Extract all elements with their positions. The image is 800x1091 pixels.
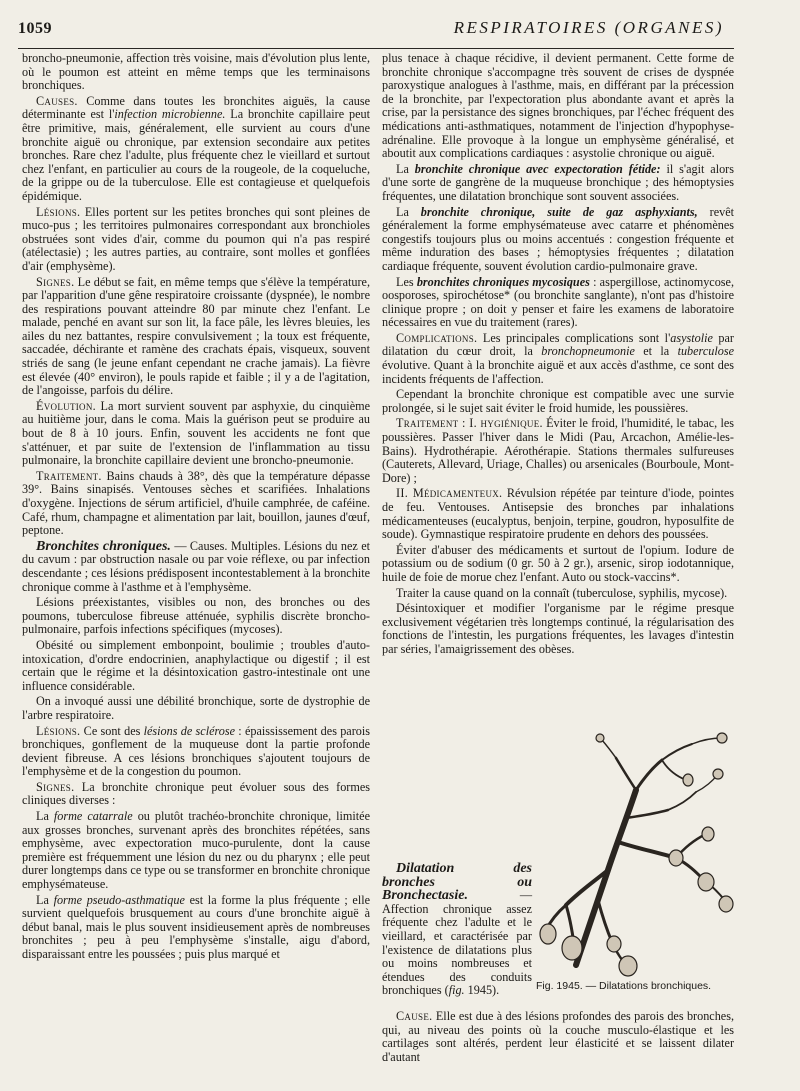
left-column bbox=[22, 52, 370, 964]
paragraph: La bronchite chronique, suite de gaz asphyxiants, revêt généralement la forme emphysémateuse avec catarre et phénomènes congestifs toujours plus ou moins accentués : congestion fréquente et même induration des bases ; hémoptysies fréquentes ; dilatation cardiaque fréquente, souvent évolution cardio-pulmonaire grave. bbox=[382, 204, 735, 273]
paragraph: broncho-pneumonie, affection très voisine, mais d'évolution plus lente, où le poumon est atteint en même temps que les terminaisons bronchiques. bbox=[22, 51, 370, 93]
paragraph: Éviter d'abuser des médicaments et surtout de l'opium. Iodure de potassium ou de sodium (0 gr. 50 à 2 gr.), arsenic, sirop iodotannique, huile de foie de morue chez l'enfant. Auto ou stock-vaccins*. bbox=[382, 542, 734, 584]
section-label: Signes. bbox=[36, 779, 75, 794]
section-label: Cause. bbox=[396, 1009, 433, 1023]
paragraph-traitement: Traitement : I. hygiénique. Éviter le froid, l'humidité, le tabac, les poussières. Passer l'hiver dans le Midi (Pau, Arcachon, Amélie-les-Bains). Hydrothérapie. Aérothérapie. Stations thermales sulfureuses (Cauterets, Allevard, Uriage, Challes) ou arsenicales (Bourboule, Mont-Dore) ; bbox=[382, 416, 735, 485]
running-title: RESPIRATOIRES (ORGANES) bbox=[453, 18, 724, 37]
figure-1945 bbox=[536, 730, 736, 1000]
right-column-bottom bbox=[382, 1010, 734, 1064]
paragraph: Obésité ou simplement embonpoint, boulimie ; troubles d'auto-intoxication, d'ordre endocrinien, anaphylactique ou digestif ; il est certain que le régime et la désintoxication gastro-intestinale ont une influence considérable. bbox=[22, 637, 370, 693]
paragraph: La bronchite chronique avec expectoration fétide: il s'agit alors d'une sorte de gangrène de la muqueuse bronchique ; des hémoptysies fréquentes, une dilatation bronchique sont souvent associées. bbox=[382, 161, 734, 203]
paragraph-evolution: Évolution. La mort survient souvent par asphyxie, du cinquième au huitième jour, dans le coma. Mais la guérison peut se produire au bout de 8 à 10 jours. Enfin, souvent les accidents ne font que s'atténuer, et par suite de l'extension de l'inflammation au tissu pulmonaire, la bronchite capillaire devient une broncho-pneumonie. bbox=[22, 398, 370, 468]
paragraph: La forme pseudo-asthmatique est la forme la plus fréquente ; elle survient quelquefois brusquement au cours d'une bronchite aiguë à début banal, mais le plus souvent insidieusement après de nombreuses bronchites ; peu à peu l'emphysème s'installe, aigu d'abord, disparaissant entre les poussées ; puis plus marqué et bbox=[22, 892, 370, 961]
paragraph: Traiter la cause quand on la connaît (tuberculose, syphilis, mycose). bbox=[396, 585, 728, 600]
paragraph: Désintoxiquer et modifier l'organisme par le régime presque exclusivement végétarien très longtemps continué, la régularisation des fonctions de l'intestin, les purgations fréquentes, les lavages d'intestin par séries, l'amaigrissement des obèses. bbox=[382, 601, 734, 656]
paragraph-signes: Signes. Le début se fait, en même temps que s'élève la température, par l'apparition d'une gêne respiratoire croissante (dyspnée), le nombre des respirations pouvant atteindre 80 par minute chez l'enfant. Le malade, penché en avant sur son lit, la face pâle, les lèvres bleuies, les ailes du nez battantes, respire convulsivement ; la toux est fréquente, saccadée, déchirante et ramène des crachats épais, visqueux, souvent striés de sang (le jeune enfant cependant ne crache jamais). La fièvre est élevée (40° environ), le pouls rapide et faible ; il y a de l'agitation, de l'angoisse, parfois du délire. bbox=[22, 274, 370, 398]
paragraph-cause: Cause. Elle est due à des lésions profondes des parois des bronches, qui, au niveau des points où la couche musculo-élastique et les cartilages sont altérés, perdent leur élasticité et se laissent dilater d'autant bbox=[382, 1009, 734, 1064]
section-label: Lésions. bbox=[36, 723, 81, 738]
paragraph: Les bronchites chroniques mycosiques : aspergillose, actinomycose, oosporoses, spirochétose* (ou bronchite sanglante), n'ont pas d'histoire clinique propre ; on doit y penser et faire les examens de laboratoire nécessaires en vue du traitement (rares). bbox=[382, 274, 734, 330]
paragraph: Cependant la bronchite chronique est compatible avec une survie prolongée, si le sujet sait éviter le froid humide, les poussières. bbox=[382, 387, 734, 415]
right-column bbox=[382, 52, 734, 657]
figure-caption: Fig. 1945. — Dilatations bronchiques. bbox=[536, 980, 712, 992]
section-label: Lésions. bbox=[36, 204, 81, 219]
section-title: Dilatation des bronches ou Bronchectasie. bbox=[382, 861, 532, 904]
section-label: Traitement : I. hygiénique. bbox=[396, 416, 543, 431]
bronchial-tree-illustration bbox=[536, 730, 736, 978]
paragraph-causes: Causes. Comme dans toutes les bronchites aiguës, la cause déterminante est l'infection microbienne. La bronchite capillaire peut être primitive, mais, généralement, elle survient au cours d'une bronchite aiguë ou chronique, par extension secondaire aux petites bronches. Rare chez l'adulte, plus fréquente chez le vieillard et surtout chez l'enfant, en particulier au cours de la rougeole, de la coqueluche, de la grippe ou de la tuberculose. Elle est contagieuse et quelquefois épidémique. bbox=[22, 93, 370, 203]
section-label: Complications. bbox=[396, 330, 478, 345]
section-label: Traitement. bbox=[36, 468, 102, 483]
paragraph-dilatation: Dilatation des bronches ou Bronchectasie. — Affection chronique assez fréquente chez l'adulte et le vieillard, et caractérisée par l'existence de dilatations plus ou moins nombreuses et étendues des conduits bronchiques (fig. 1945). bbox=[382, 861, 532, 998]
section-label: II. Médicamenteux. bbox=[396, 486, 503, 501]
section-title: Bronchites chroniques. bbox=[36, 538, 171, 554]
paragraph: On a invoqué aussi une débilité bronchique, sorte de dystrophie de l'arbre respiratoire. bbox=[22, 694, 370, 722]
section-label: Évolution. bbox=[36, 398, 96, 413]
paragraph-lesions-chroniques: Lésions. Ce sont des lésions de sclérose : épaississement des parois bronchiques, gonflement de la muqueuse dont la partie profonde devient fibreuse. A ces lésions bronchiques s'ajoutent toujours de l'emphysème et de la congestion du poumon. bbox=[22, 723, 370, 779]
paragraph-lesions: Lésions. Elles portent sur les petites bronches qui sont pleines de muco-pus ; les territoires pulmonaires correspondant aux bronchioles obstruées sont vides d'air, comme du poumon qui n'a pas respiré (atélectasie) ; les autres parties, au contraire, sont molles et gonflées d'air (emphysème). bbox=[22, 204, 370, 273]
paragraph-traitement: Traitement. Bains chauds à 38°, dès que la température dépasse 39°. Bains sinapisés. Ventouses sèches et scarifiées. Inhalations d'oxygène. Injections de sérum artificiel, d'huile camphrée, de caféine. Café, rhum, champagne et alimentation par lait, bouillon, jaunes d'œuf, peptone. bbox=[22, 468, 370, 538]
wrapped-text-area bbox=[382, 602, 734, 656]
paragraph-medicamenteux: II. Médicamenteux. Révulsion répétée par teinture d'iode, pointes de feu. Ventouses. Antisepsie des bronches par inhalations médicamenteuses (eucalyptus, benjoin, terpine, goudron, hyposulfite de soude). Gymnastique respiratoire prudente en dehors des poussées. bbox=[382, 486, 734, 542]
section-label: Signes. bbox=[36, 274, 75, 289]
paragraph: La forme catarrale ou plutôt trachéo-bronchite chronique, limitée aux grosses bronches, survenant après des bronchites répétées, sans emphysème, avec expectoration muco-purulente, dont la cause première est fréquemment une lésion du nez ou du pharynx ; elle peut durer longtemps dans ce type ou se transformer en bronchite chronique emphysémateuse. bbox=[22, 809, 370, 892]
paragraph-signes-chroniques: Signes. La bronchite chronique peut évoluer sous des formes cliniques diverses : bbox=[22, 779, 370, 808]
paragraph-bronchites-chroniques: Bronchites chroniques. — Causes. Multiples. Lésions du nez et du cavum : par obstruction nasale ou par voie réflexe, ou par infection descendante ; ces lésions prédisposent incontestablement à la bronchite chronique comme à l'asthme et à l'emphysème. bbox=[22, 538, 370, 594]
page-header bbox=[0, 0, 800, 48]
page-number: 1059 bbox=[18, 20, 52, 37]
section-label: Causes. bbox=[36, 93, 78, 108]
header-rule bbox=[18, 48, 734, 49]
paragraph-complications: Complications. Les principales complications sont l'asystolie par dilatation du cœur droit, la bronchopneumonie et la tuberculose évolutive. Quant à la bronchite aiguë et aux accès d'asthme, ce sont des incidents fréquents de l'affection. bbox=[382, 330, 734, 386]
right-column-continued bbox=[382, 862, 532, 998]
paragraph: plus tenace à chaque récidive, il devient permanent. Cette forme de bronchite chronique s'accompagne très souvent de crises de dyspnée paroxystique analogues à l'asthme, mais, en différant par la précession de la bronchite, par l'expectoration plus abondante avant et après la crise, par la persistance des signes bronchiques, par l'échec fréquent des médications anti-asthmatiques, notamment de l'injection d'hypophyse-adrénaline. Elle provoque à la longue un emphysème généralisé, et aboutit aux complications cardiaques : asystolie chronique ou aiguë. bbox=[382, 51, 734, 161]
paragraph: Lésions préexistantes, visibles ou non, des bronches ou des poumons, tuberculose fibreuse atténuée, syphilis discrète broncho-pulmonaire, parfois infections spécifiques (mycoses). bbox=[22, 595, 370, 637]
